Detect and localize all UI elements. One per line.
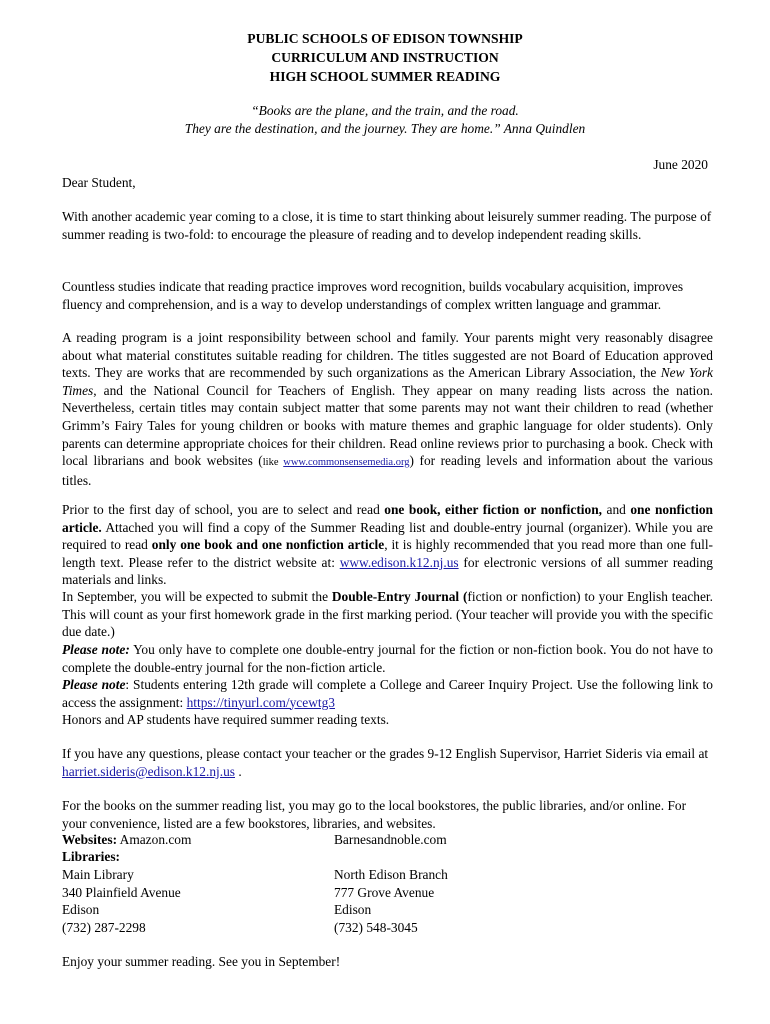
assignment-link[interactable]: https://tinyurl.com/ycewtg3 xyxy=(186,694,335,710)
library-main-name: Main Library xyxy=(62,867,134,882)
library-north-name: North Edison Branch xyxy=(334,867,448,882)
library-main-city: Edison xyxy=(62,902,100,918)
website-barnesandnoble: Barnesandnoble.com xyxy=(334,832,447,847)
paragraph-contact: If you have any questions, please contact your teacher or the grades 9-12 English Supervisor, Harriet Sideris via email at harriet.sideris@edison.k12.nj.us . xyxy=(62,746,709,779)
library-main-phone: (732) 287-2298 xyxy=(62,919,146,935)
paragraph-studies: Countless studies indicate that reading practice improves word recognition, builds vocabulary acquisition, improves fluency and comprehension, and is a way to develop understandings of complex written language and grammar. xyxy=(62,279,684,312)
library-north-edison xyxy=(334,866,714,936)
paragraph-september: In September, you will be expected to submit the Double-Entry Journal (fiction or nonfiction) to your English teacher. This will count as your first homework grade in the first marking period. (Your teacher will provide you with the specific due date.) xyxy=(62,589,713,640)
district-website-link[interactable]: www.edison.k12.nj.us xyxy=(339,554,459,570)
letter-date: June 2020 xyxy=(653,157,708,172)
paragraph-reading-program: A reading program is a joint responsibility between school and family. Your parents might very reasonably disagree about what material constitutes suitable reading for children. The titles suggested are not Board of Education approved texts. They are works that are recommended by such organizations as the American Library Association, the New York Times, and the National Council for Teachers of English. They appear on many reading lists across the nation. Nevertheless, certain titles may contain subject matter that some parents may not want their children to read (whether Grimm’s Fairy Tales for young children or books with mature themes and graphic language for older students). Only parents can determine appropriate choices for their children. Read online reviews prior to purchasing a book. Check with local librarians and book websites (like www.commonsensemedia.org) for reading levels and information about the various titles. xyxy=(62,330,713,488)
paragraph-note-1: Please note: You only have to complete one double-entry journal for the fiction or non-fiction book. You do not have to complete the double-entry journal for the non-fiction article. xyxy=(62,642,713,675)
header-line-2: CURRICULUM AND INSTRUCTION xyxy=(271,50,499,65)
library-north-phone: (732) 548-3045 xyxy=(334,919,418,935)
websites-label: Websites: xyxy=(62,832,118,847)
paragraph-honors: Honors and AP students have required summer reading texts. xyxy=(62,712,390,727)
library-north-city: Edison xyxy=(334,902,372,918)
nyt-title: New York Times xyxy=(62,365,713,398)
websites-row xyxy=(62,831,713,849)
commonsensemedia-link[interactable]: www.commonsensemedia.org xyxy=(283,457,410,469)
quote-line-2: They are the destination, and the journey. They are home.” Anna Quindlen xyxy=(184,121,586,136)
paragraph-requirements: Prior to the first day of school, you are to select and read one book, either fiction or nonfiction, and one nonfiction article. Attached you will find a copy of the Summer Reading list and double-entry journal (organizer). While you are required to read only one book and one nonfiction article, it is highly recommended that you read more than one full-length text. Please refer to the district website at: www.edison.k12.nj.us for electronic versions of all summer reading materials and links. xyxy=(62,502,713,588)
supervisor-email-link[interactable]: harriet.sideris@edison.k12.nj.us xyxy=(62,763,235,779)
library-north-address: 777 Grove Avenue xyxy=(334,884,435,900)
quote-line-1: “Books are the plane, and the train, and the road. xyxy=(251,103,519,118)
paragraph-books: For the books on the summer reading list, you may go to the local bookstores, the public libraries, and/or online. For your convenience, listed are a few bookstores, libraries, and websites. xyxy=(62,798,687,831)
header-line-1: PUBLIC SCHOOLS OF EDISON TOWNSHIP xyxy=(247,31,523,46)
website-amazon: Amazon.com xyxy=(119,832,192,847)
header-line-3: HIGH SCHOOL SUMMER READING xyxy=(269,69,501,84)
library-main-address: 340 Plainfield Avenue xyxy=(62,884,181,900)
paragraph-intro: With another academic year coming to a close, it is time to start thinking about leisurely summer reading. The purpose of summer reading is two-fold: to encourage the pleasure of reading and to develop independent reading skills. xyxy=(62,209,712,242)
libraries-label: Libraries: xyxy=(62,849,121,864)
closing-line: Enjoy your summer reading. See you in September! xyxy=(62,954,341,969)
paragraph-note-2: Please note: Students entering 12th grade will complete a College and Career Inquiry Project. Use the following link to access the assignment: https://tinyurl.com/ycewtg3 xyxy=(62,677,713,710)
salutation: Dear Student, xyxy=(62,175,136,190)
